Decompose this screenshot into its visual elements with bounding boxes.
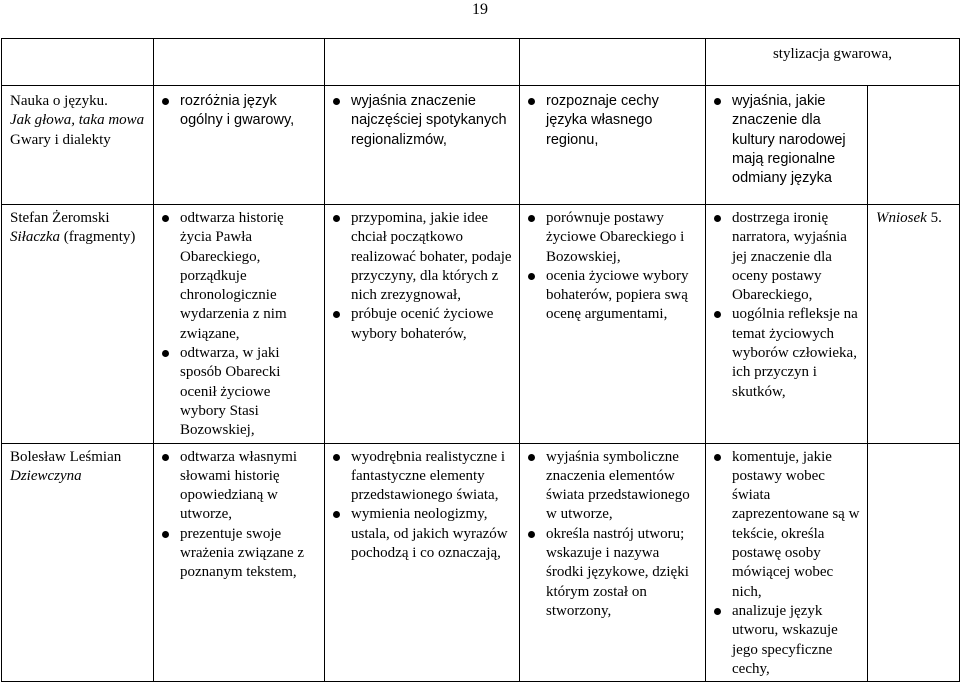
list-item: analizuje język utworu, wskazuje jego specyficzne cechy, bbox=[714, 602, 862, 679]
requirements-cell bbox=[154, 86, 325, 205]
topic-cell bbox=[2, 205, 154, 444]
topic-title: Dziewczyna bbox=[10, 467, 82, 484]
topic-author: Stefan Żeromski bbox=[10, 210, 110, 226]
list-item: określa nastrój utworu; wskazuje i nazywa środki językowe, dzięki którym został on stworzony, bbox=[528, 525, 700, 621]
requirements-cell bbox=[520, 86, 706, 205]
table-cell bbox=[154, 39, 325, 86]
list-item: odtwarza historię życia Pawła Obareckiego, porządkuje chronologicznie wydarzenia z nim związane, bbox=[162, 209, 319, 344]
list-item: uogólnia refleksje na temat życiowych wyborów człowieka, ich przyczyn i skutków, bbox=[714, 305, 862, 401]
note-number: 5. bbox=[926, 210, 942, 226]
table-row bbox=[2, 205, 960, 444]
list-item: wyjaśnia, jakie znaczenie dla kultury narodowej mają regionalne odmiany języka bbox=[714, 92, 862, 188]
requirements-cell bbox=[325, 205, 520, 444]
list-item: rozpoznaje cechy języka własnego regionu, bbox=[528, 92, 700, 150]
table-cell bbox=[706, 39, 960, 86]
list-item: odtwarza własnymi słowami historię opowiedzianą w utworze, bbox=[162, 448, 319, 525]
requirements-cell bbox=[706, 205, 868, 444]
requirements-cell bbox=[706, 443, 868, 682]
cell-text: stylizacja gwarowa, bbox=[772, 46, 893, 62]
curriculum-table bbox=[1, 38, 960, 682]
table-cell bbox=[2, 39, 154, 86]
requirements-cell bbox=[520, 205, 706, 444]
list-item: rozróżnia język ogólny i gwarowy, bbox=[162, 92, 319, 131]
requirements-cell bbox=[154, 443, 325, 682]
topic-line: Nauka o języku. bbox=[10, 93, 108, 109]
table-row bbox=[2, 443, 960, 682]
list-item: próbuje ocenić życiowe wybory bohaterów, bbox=[333, 305, 514, 344]
topic-cell bbox=[2, 86, 154, 205]
list-item: wymienia neologizmy, ustala, od jakich wyrazów pochodzą i co oznaczają, bbox=[333, 505, 514, 563]
topic-title: Siłaczka bbox=[10, 229, 60, 246]
topic-line: Gwary i dialekty bbox=[10, 131, 111, 148]
table-row bbox=[2, 86, 960, 205]
list-item: wyodrębnia realistyczne i fantastyczne elementy przedstawionego świata, bbox=[333, 448, 514, 506]
list-item: przypomina, jakie idee chciał początkowo realizować bohater, podaje przyczyny, dla których z nich zrezygnował, bbox=[333, 209, 514, 305]
requirements-cell bbox=[325, 443, 520, 682]
list-item: prezentuje swoje wrażenia związane z poznanym tekstem, bbox=[162, 525, 319, 583]
list-item: wyjaśnia znaczenie najczęściej spotykanych regionalizmów, bbox=[333, 92, 514, 150]
note-word: Wniosek bbox=[876, 210, 927, 226]
table-cell bbox=[325, 39, 520, 86]
topic-title-suffix: (fragmenty) bbox=[60, 229, 136, 246]
list-item: odtwarza, w jaki sposób Obarecki ocenił życiowe wybory Stasi Bozowskiej, bbox=[162, 344, 319, 440]
table-cell bbox=[520, 39, 706, 86]
list-item: wyjaśnia symboliczne znaczenia elementów świata przedstawionego w utworze, bbox=[528, 448, 700, 525]
topic-line: Jak głowa, taka mowa bbox=[10, 112, 145, 129]
requirements-cell bbox=[520, 443, 706, 682]
requirements-cell bbox=[154, 205, 325, 444]
list-item: komentuje, jakie postawy wobec świata zaprezentowane są w tekście, określa postawę osoby mówiącej wobec nich, bbox=[714, 448, 862, 602]
page-number: 19 bbox=[472, 1, 488, 18]
topic-cell bbox=[2, 443, 154, 682]
notes-cell bbox=[868, 86, 960, 205]
list-item: porównuje postawy życiowe Obareckiego i Bozowskiej, bbox=[528, 209, 700, 267]
list-item: dostrzega ironię narratora, wyjaśnia jej znaczenie dla oceny postawy Obareckiego, bbox=[714, 209, 862, 305]
requirements-cell bbox=[325, 86, 520, 205]
notes-cell bbox=[868, 205, 960, 444]
notes-cell bbox=[868, 443, 960, 682]
requirements-cell bbox=[706, 86, 868, 205]
table-row bbox=[2, 39, 960, 86]
topic-author: Bolesław Leśmian bbox=[10, 448, 122, 465]
list-item: ocenia życiowe wybory bohaterów, popiera swą ocenę argumentami, bbox=[528, 267, 700, 325]
